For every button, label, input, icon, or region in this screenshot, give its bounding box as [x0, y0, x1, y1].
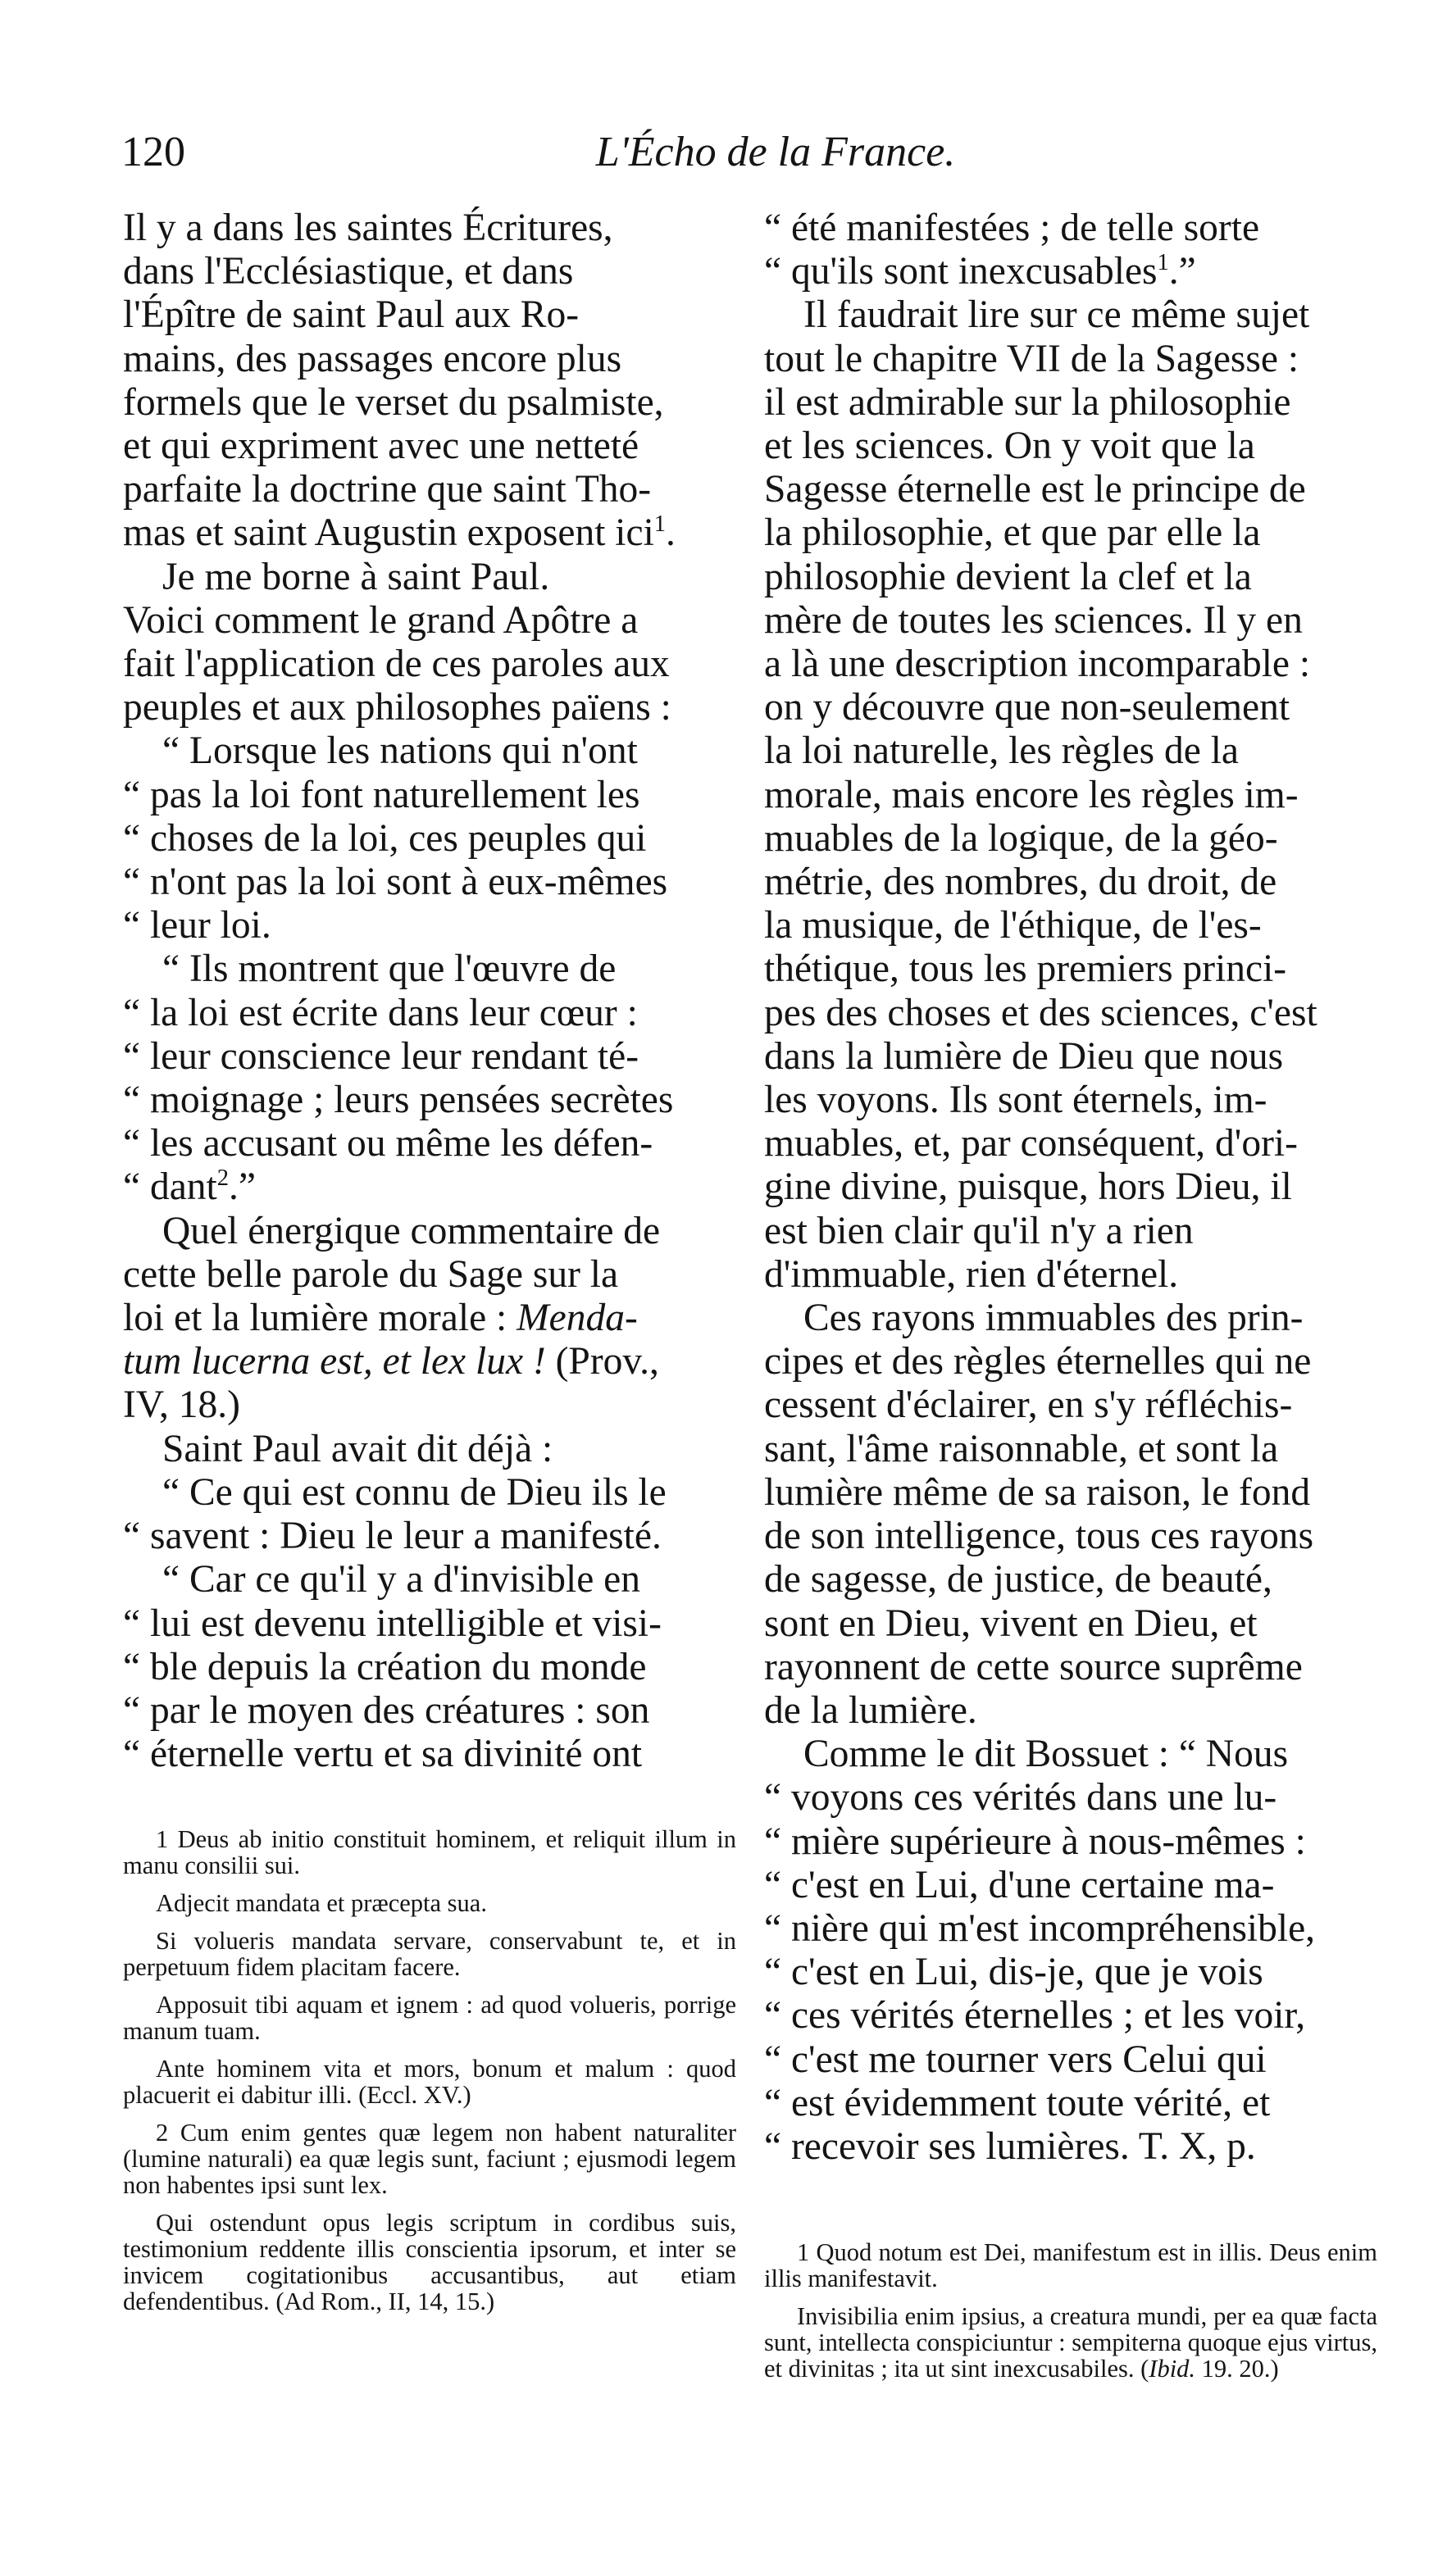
text-line: rayonnent de cette source suprême	[764, 1645, 1303, 1688]
text-line: les voyons. Ils sont éternels, im-	[764, 1079, 1267, 1122]
paragraph	[123, 556, 736, 599]
text-line: et qui expriment avec une netteté	[123, 425, 639, 468]
paragraph	[123, 1428, 736, 1471]
paragraph	[123, 599, 736, 730]
quotation	[123, 947, 736, 1209]
paragraph	[123, 207, 736, 556]
text-line: a là une description incomparable :	[764, 643, 1311, 686]
text-line: la musique, de l'éthique, de l'es-	[764, 904, 1262, 947]
text-line: Je me borne à saint Paul.	[162, 555, 550, 598]
text-line: de la lumière.	[764, 1688, 977, 1732]
text-line: “ est évidemment toute vérité, et	[764, 2081, 1271, 2124]
text-line: mas et saint Augustin exposent ici$^1$.	[123, 511, 676, 555]
text-line: “ Ils montrent que l'œuvre de	[162, 947, 617, 991]
text-line: de sagesse, de justice, de beauté,	[764, 1558, 1272, 1601]
paragraph	[764, 293, 1377, 1297]
paragraph	[764, 1297, 1377, 1733]
text-line: “ savent : Dieu le leur a manifesté.	[123, 1515, 662, 1558]
text-line: “ Car ce qu'il y a d'invisible en	[162, 1558, 640, 1601]
text-line: “ Ce qui est connu de Dieu ils le	[162, 1470, 667, 1514]
text-line: et les sciences. On y voit que la	[764, 425, 1255, 468]
footnote: Adjecit mandata et præcepta sua.	[156, 1889, 487, 1917]
footnote: Invisibilia enim ipsius, a creatura mundi, per ea quæ facta sunt, intellecta conspiciuntur : sempiterna quoque ejus virtus, et divinitas ; ita ut sint inexcusabiles. (Ibid. 19. 20.)	[764, 2302, 1377, 2383]
footnotes-right	[764, 2239, 1377, 2393]
running-title: L'Écho de la France.	[595, 129, 956, 175]
text-line: peuples et aux philosophes païens :	[123, 686, 671, 729]
footnote: 1 Deus ab initio constituit hominem, et reliquit illum in manu consilii sui.	[123, 1825, 736, 1879]
text-line: “ ces vérités éternelles ; et les voir,	[764, 1994, 1306, 2038]
text-line: “ nière qui m'est incompréhensible,	[764, 1906, 1316, 1950]
text-line: loi et la lumière morale : Menda-	[123, 1297, 638, 1340]
text-line: Il faudrait lire sur ce même sujet	[803, 293, 1310, 337]
text-line: “ Lorsque les nations qui n'ont	[162, 729, 638, 773]
text-line: “ les accusant ou même les défen-	[123, 1122, 653, 1165]
text-line: muables de la logique, de la géo-	[764, 816, 1278, 860]
text-line: gine divine, puisque, hors Dieu, il	[764, 1165, 1292, 1209]
footnote-ref: 1	[653, 511, 667, 538]
text-line: “ moignage ; leurs pensées secrètes	[123, 1079, 674, 1122]
footnote: Ante hominem vita et mors, bonum et malum : quod placuerit ei dabitur illi. (Eccl. XV.)	[123, 2055, 736, 2109]
page-header	[121, 120, 1381, 185]
text-line: “ c'est me tourner vers Celui qui	[764, 2038, 1267, 2081]
text-line: philosophie devient la clef et la	[764, 555, 1252, 598]
text-line: tout le chapitre VII de la Sagesse :	[764, 337, 1299, 380]
text-line: la loi naturelle, les règles de la	[764, 729, 1239, 773]
text-line: “ qu'ils sont inexcusables$^1$.”	[764, 250, 1196, 293]
footnote-ref: 1	[1157, 250, 1169, 276]
text-line: parfaite la doctrine que saint Tho-	[123, 468, 652, 511]
text-line: cette belle parole du Sage sur la	[123, 1252, 619, 1296]
text-line: on y découvre que non-seulement	[764, 686, 1290, 729]
text-line: “ choses de la loi, ces peuples qui	[123, 816, 647, 860]
footnotes-left	[123, 1826, 736, 2326]
text-line: “ c'est en Lui, dis-je, que je vois	[764, 1951, 1263, 1994]
text-line: “ éternelle vertu et sa divinité ont	[123, 1733, 643, 1776]
text-line: fait l'application de ces paroles aux	[123, 643, 670, 686]
text-line: IV, 18.)	[123, 1383, 240, 1427]
text-line: la philosophie, et que par elle la	[764, 511, 1261, 555]
footnote: 1 Quod notum est Dei, manifestum est in illis. Deus enim illis manifestavit.	[764, 2238, 1377, 2292]
text-line: “ la loi est écrite dans leur cœur :	[123, 991, 638, 1034]
text-line: “ mière supérieure à nous-mêmes :	[764, 1820, 1306, 1863]
text-line: “ dant$^2$.”	[123, 1165, 256, 1209]
footnote-ref: 2	[216, 1165, 229, 1192]
text-line: “ ble depuis la création du monde	[123, 1645, 647, 1688]
latin-quote: Menda-	[516, 1297, 638, 1340]
text-line: Saint Paul avait dit déjà :	[162, 1427, 553, 1470]
text-line: formels que le verset du psalmiste,	[123, 380, 664, 424]
text-line: “ recevoir ses lumières. T. X, p.	[764, 2124, 1256, 2168]
left-column	[123, 207, 736, 1776]
quotation	[123, 729, 736, 947]
text-line: morale, mais encore les règles im-	[764, 773, 1299, 816]
text-line: Voici comment le grand Apôtre a	[123, 598, 639, 642]
text-line: “ voyons ces vérités dans une lu-	[764, 1776, 1277, 1820]
text-line: Comme le dit Bossuet : “ Nous	[803, 1733, 1289, 1776]
text-line: “ leur loi.	[123, 904, 271, 947]
text-line: mains, des passages encore plus	[123, 337, 622, 380]
text-line: dans l'Ecclésiastique, et dans	[123, 250, 574, 293]
text-line: l'Épître de saint Paul aux Ro-	[123, 293, 580, 337]
text-line: sont en Dieu, vivent en Dieu, et	[764, 1601, 1258, 1645]
paragraph	[123, 1210, 736, 1428]
footnote: Apposuit tibi aquam et ignem : ad quod volueris, porrige manum tuam.	[123, 1991, 736, 2045]
quotation-continued	[764, 207, 1377, 293]
right-column	[764, 207, 1377, 2169]
text-line: “ par le moyen des créatures : son	[123, 1688, 650, 1732]
text-line: thétique, tous les premiers princi-	[764, 947, 1287, 991]
text-line: Ces rayons immuables des prin-	[803, 1297, 1304, 1340]
text-line: mère de toutes les sciences. Il y en	[764, 598, 1303, 642]
text-line: sant, l'âme raisonnable, et sont la	[764, 1427, 1279, 1470]
page-number: 120	[121, 129, 185, 175]
footnote: Si volueris mandata servare, conservabunt te, et in perpetuum fidem placitam facere.	[123, 1927, 736, 1981]
text-line: Quel énergique commentaire de	[162, 1209, 661, 1252]
quotation	[123, 1558, 736, 1776]
text-line: il est admirable sur la philosophie	[764, 380, 1291, 424]
footnote: 2 Cum enim gentes quæ legem non habent naturaliter (lumine naturali) ea quæ legis sunt, faciunt ; ejusmodi legem non habentes ipsi sunt lex.	[123, 2119, 736, 2199]
quotation	[123, 1471, 736, 1558]
latin-quote: tum lucerna est, et lex lux !	[123, 1340, 546, 1383]
text-line: tum lucerna est, et lex lux ! (Prov.,	[123, 1340, 659, 1383]
text-line: Sagesse éternelle est le principe de	[764, 468, 1306, 511]
text-line: cipes et des règles éternelles qui ne	[764, 1340, 1312, 1383]
text-line: pes des choses et des sciences, c'est	[764, 991, 1317, 1034]
text-line: lumière même de sa raison, le fond	[764, 1470, 1311, 1514]
text-line: cessent d'éclairer, en s'y réfléchis-	[764, 1383, 1293, 1427]
text-line: “ lui est devenu intelligible et visi-	[123, 1601, 662, 1645]
text-line: est bien clair qu'il n'y a rien	[764, 1209, 1194, 1252]
text-line: “ pas la loi font naturellement les	[123, 773, 640, 816]
citation-ref: Ibid.	[1149, 2355, 1196, 2383]
text-line: dans la lumière de Dieu que nous	[764, 1034, 1284, 1078]
text-line: “ n'ont pas la loi sont à eux-mêmes	[123, 861, 668, 904]
text-line: “ c'est en Lui, d'une certaine ma-	[764, 1863, 1275, 1906]
text-line: muables, et, par conséquent, d'ori-	[764, 1122, 1298, 1165]
text-line: métrie, des nombres, du droit, de	[764, 861, 1277, 904]
text-line: d'immuable, rien d'éternel.	[764, 1252, 1179, 1296]
paragraph	[764, 1733, 1377, 2169]
footnote: Qui ostendunt opus legis scriptum in cordibus suis, testimonium reddente illis conscientia ipsorum, et inter se invicem cogitationibus accusantibus, aut etiam defendentibus. (Ad Rom., II, 14, 15.)	[123, 2209, 736, 2315]
text-line: de son intelligence, tous ces rayons	[764, 1515, 1314, 1558]
text-line: Il y a dans les saintes Écritures,	[123, 207, 613, 249]
text-line: “ leur conscience leur rendant té-	[123, 1034, 639, 1078]
text-line: “ été manifestées ; de telle sorte	[764, 207, 1260, 249]
